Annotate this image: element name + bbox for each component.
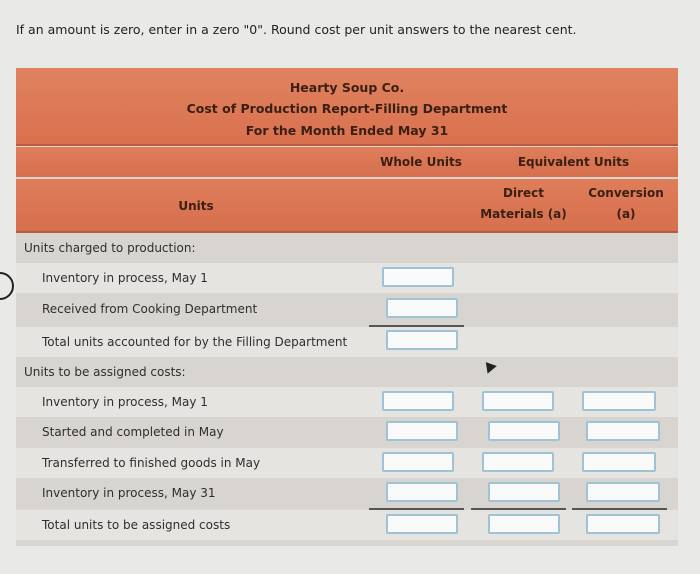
row-label-inv-may1: Inventory in process, May 1: [42, 271, 208, 285]
row-label-total-assigned: Total units to be assigned costs: [42, 518, 231, 532]
whole-units-started-input[interactable]: [386, 421, 458, 441]
whole-units-inv-may31-input[interactable]: [386, 482, 458, 502]
section-row-charged: [16, 233, 678, 263]
section-label-charged: Units charged to production:: [24, 241, 196, 255]
table-row: [16, 327, 678, 357]
scroll-indicator-icon: [0, 272, 14, 300]
report-period: For the Month Ended May 31: [245, 123, 449, 138]
whole-units-inv-may1-input[interactable]: [382, 267, 454, 287]
table-row: [16, 417, 678, 447]
table-row: [16, 294, 678, 324]
conversion-transferred-input[interactable]: [582, 452, 656, 472]
instructions-text: If an amount is zero, enter in a zero "0". Round cost per unit answers to the nearest cent.: [16, 22, 577, 37]
row-label-inv-may31: Inventory in process, May 31: [42, 486, 216, 500]
row-label-started: Started and completed in May: [42, 425, 224, 439]
report-title-band: [16, 68, 678, 146]
conversion-header-line2: (a): [616, 207, 636, 221]
conversion-total-assigned-input[interactable]: [586, 514, 660, 534]
cost-of-production-report: [16, 68, 678, 546]
whole-units-total-input[interactable]: [386, 330, 458, 350]
table-row: [16, 387, 678, 417]
whole-units-total-assigned-input[interactable]: [386, 514, 458, 534]
whole-units-transferred-input[interactable]: [382, 452, 454, 472]
company-name: Hearty Soup Co.: [289, 80, 405, 95]
direct-materials-header-line2: Materials (a): [480, 207, 567, 221]
dm-total-assigned-input[interactable]: [488, 514, 560, 534]
whole-units-received-input[interactable]: [386, 298, 458, 318]
header-band-top: [16, 147, 678, 177]
dm-transferred-input[interactable]: [482, 452, 554, 472]
dm-inv-may1-b-input[interactable]: [482, 391, 554, 411]
conversion-started-input[interactable]: [586, 421, 660, 441]
row-label-received: Received from Cooking Department: [42, 302, 258, 316]
row-label-inv-may1-b: Inventory in process, May 1: [42, 395, 208, 409]
row-label-transferred: Transferred to finished goods in May: [42, 456, 261, 470]
whole-units-header: Whole Units: [380, 155, 462, 169]
report-title: Cost of Production Report-Filling Department: [186, 101, 508, 116]
table-row: [16, 510, 678, 540]
section-label-assigned: Units to be assigned costs:: [24, 365, 186, 379]
units-header: Units: [178, 199, 214, 213]
conversion-header-line1: Conversion: [588, 186, 664, 200]
section-row-assigned: [16, 357, 678, 387]
table-row: [16, 263, 678, 293]
direct-materials-header-line1: Direct: [503, 186, 544, 200]
dm-inv-may31-input[interactable]: [488, 482, 560, 502]
table-row: [16, 448, 678, 478]
header-band-bottom: [16, 179, 678, 233]
whole-units-inv-may1-b-input[interactable]: [382, 391, 454, 411]
row-label-total-accounted: Total units accounted for by the Filling Department: [42, 335, 348, 349]
conversion-inv-may1-b-input[interactable]: [582, 391, 656, 411]
dm-started-input[interactable]: [488, 421, 560, 441]
equivalent-units-header: Equivalent Units: [517, 155, 630, 169]
conversion-inv-may31-input[interactable]: [586, 482, 660, 502]
table-row: [16, 478, 678, 508]
